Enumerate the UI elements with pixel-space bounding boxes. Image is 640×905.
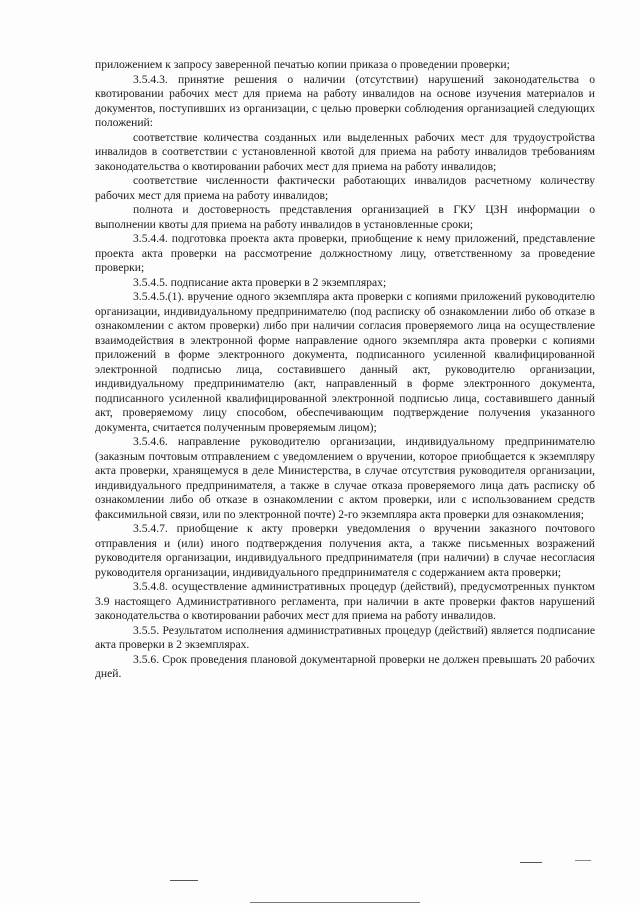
paragraph-3-5-4-7: 3.5.4.7. приобщение к акту проверки уведомления о вручении заказного почтового отправления и (или) иного подтверждения получения акта, а также письменных возражений руководителя организации, индивидуального предпринимателя (при наличии) в случае несогласия руководителя организации, индивидуального предпринимателя с содержанием акта проверки; [95, 522, 595, 579]
paragraph-3-5-4-3: 3.5.4.3. принятие решения о наличии (отсутствии) нарушений законодательства о квотировании рабочих мест для приема на работу инвалидов на основе изучения материалов и документов, поступивших из организации, с целью проверки соблюдения организацией следующих положений: [95, 72, 595, 129]
paragraph-3-5-4-5: 3.5.4.5. подписание акта проверки в 2 экземплярах; [133, 275, 387, 289]
paragraph-3-5-4-5-1: 3.5.4.5.(1). вручение одного экземпляра акта проверки с копиями приложений руководителю организации, индивидуальному предпринимателю (под расписку об ознакомлении либо об отказе в ознакомлении с актом проверки) либо при наличии согласия проверяемого лица на осуществление взаимодействия в электронной форме направление одного экземпляра акта проверки с копиями приложений в форме электронного документа, подписанного усиленной квалифицированной электронной подписью лица, составившего данный акт, руководителю организации, индивидуальному предпринимателю (акт, направленный в форме электронного документа, подписанного усиленной квалифицированной электронной подписью лица, составившего данный акт, проверяемому лицу способом, обеспечивающим подтверждение получения указанного документа, считается полученным проверяемым лицом); [95, 290, 595, 434]
paragraph-3-5-4-8: 3.5.4.8. осуществление административных процедур (действий), предусмотренных пунктом 3.9 настоящего Административного регламента, при наличии в акте проверки фактов нарушений законодательства о квотировании рабочих мест для приема на работу инвалидов. [95, 580, 595, 622]
paragraph-3-5-4-6: 3.5.4.6. направление руководителю организации, индивидуальному предпринимателю (заказным почтовым отправлением с уведомлением о вручении, которое приобщается к экземпляру акта проверки, хранящемуся в деле Министерства, в случае отсутствия руководителя организации, индивидуального предпринимателя, а также в случае отказа проверяемого лица дать расписку об ознакомлении либо об отказе в ознакомлении с актом проверки, или с использованием средств факсимильной связи, или по электронной почте) 2-го экземпляра акта проверки для ознакомления; [95, 435, 595, 521]
document-body [95, 58, 595, 682]
scan-mark [250, 902, 420, 903]
paragraph-headcount-compliance: соответствие численности фактически работающих инвалидов расчетному количеству рабочих мест для приема на работу инвалидов; [95, 174, 595, 202]
scan-mark [520, 862, 542, 863]
scan-mark [170, 880, 198, 881]
paragraph-3-5-4-4: 3.5.4.4. подготовка проекта акта проверки, приобщение к нему приложений, представление проекта акта проверки на рассмотрение должностному лицу, ответственному за проведение проверки; [95, 232, 595, 274]
paragraph-reporting-completeness: полнота и достоверность представления организацией в ГКУ ЦЗН информации о выполнении квоты для приема на работу инвалидов в установленные сроки; [95, 203, 595, 231]
paragraph-quota-compliance: соответствие количества созданных или выделенных рабочих мест для трудоустройства инвалидов в соответствии с установленной квотой для приема на работу инвалидов требованиям законодательства о квотировании рабочих мест для приема на работу инвалидов; [95, 130, 595, 173]
paragraph-3-5-6: 3.5.6. Срок проведения плановой документарной проверки не должен превышать 20 рабочих дней. [95, 652, 595, 680]
scan-mark [575, 860, 591, 861]
paragraph-3-5-5: 3.5.5. Результатом исполнения административных процедур (действий) является подписание акта проверки в 2 экземплярах. [95, 623, 595, 651]
paragraph-continuation: приложением к запросу заверенной печатью копии приказа о проведении проверки; [95, 58, 510, 71]
